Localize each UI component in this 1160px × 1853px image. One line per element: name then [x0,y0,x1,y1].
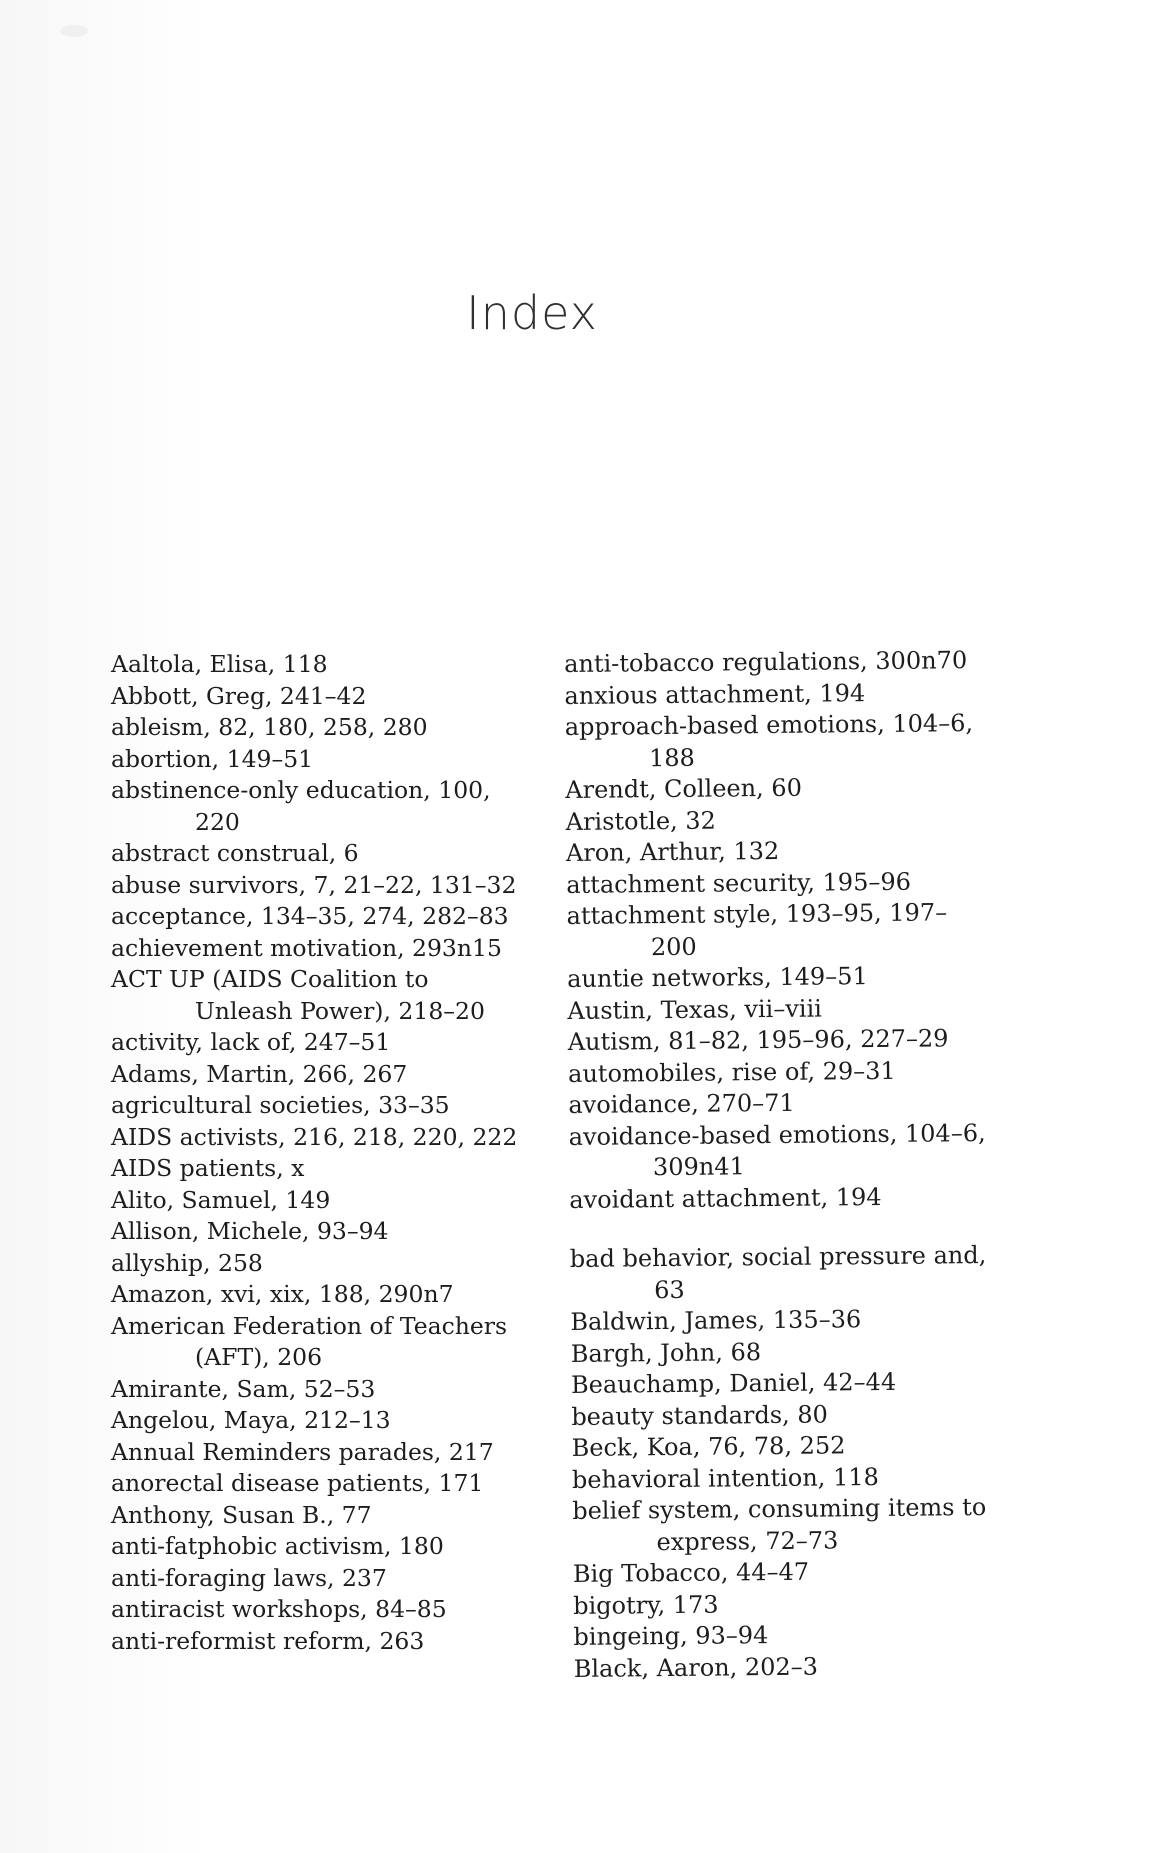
index-entry: auntie networks, 149–51 [567,962,868,993]
index-entry: Austin, Texas, vii–viii [567,994,822,1025]
index-entry: anxious attachment, 194 [564,678,866,710]
index-entry: AIDS patients, x [111,1154,305,1182]
index-entry: avoidance-based emotions, 104–6, 309n41 [568,1118,986,1182]
index-entry: Beck, Koa, 76, 78, 252 [571,1431,846,1462]
index-entry: Bargh, John, 68 [570,1337,762,1368]
index-entry: Allison, Michele, 93–94 [111,1217,389,1245]
index-entry: Abbott, Greg, 241–42 [111,681,367,710]
index-entry: abstinence-only education, 100, 220 [111,776,491,836]
index-entry: Autism, 81–82, 195–96, 227–29 [567,1024,949,1056]
index-entry: anti-tobacco regulations, 300n70 [564,646,968,678]
index-entry: abstract construal, 6 [111,839,359,867]
index-entry: ableism, 82, 180, 258, 280 [111,713,428,741]
page-smudge [60,25,88,37]
index-entry: Angelou, Maya, 212–13 [111,1406,391,1434]
index-entry: avoidant attachment, 194 [569,1182,882,1214]
index-entry: attachment security, 195–96 [566,867,912,899]
index-column-left [111,649,531,1657]
index-entry: ACT UP (AIDS Coalition to Unleash Power), 218–20 [111,965,485,1025]
index-entry: activity, lack of, 247–51 [111,1028,391,1056]
index-entry: achievement motivation, 293n15 [111,933,502,962]
index-entry: Adams, Martin, 266, 267 [111,1059,408,1088]
index-entry: AIDS activists, 216, 218, 220, 222 [111,1122,518,1151]
index-entry: agricultural societies, 33–35 [111,1091,450,1119]
index-entry: attachment style, 193–95, 197–200 [566,898,948,961]
index-entry: antiracist workshops, 84–85 [111,1595,447,1623]
index-entry: approach-based emotions, 104–6, 188 [564,709,974,772]
index-entry: bad behavior, social pressure and, 63 [569,1240,987,1304]
index-entry: belief system, consuming items to express, 72–73 [572,1492,987,1556]
index-entry: anti-fatphobic activism, 180 [111,1532,444,1560]
index-entry: abuse survivors, 7, 21–22, 131–32 [111,870,517,899]
index-entry: Black, Aaron, 202–3 [573,1652,819,1683]
index-entry: behavioral intention, 118 [571,1462,879,1494]
index-entry: Baldwin, James, 135–36 [570,1305,862,1336]
section-gap [569,1212,989,1244]
index-entry: Alito, Samuel, 149 [111,1185,331,1214]
index-entry: anorectal disease patients, 171 [111,1469,484,1497]
index-entry: anti-foraging laws, 237 [111,1563,387,1592]
index-entry: Amazon, xvi, xix, 188, 290n7 [111,1280,454,1308]
index-entry: Amirante, Sam, 52–53 [111,1374,376,1403]
index-entry: Annual Reminders parades, 217 [111,1437,494,1466]
index-entry: American Federation of Teachers (AFT), 206 [111,1311,508,1371]
index-entry: Anthony, Susan B., 77 [111,1500,372,1529]
index-column-right [564,645,994,1685]
index-entry: allyship, 258 [111,1248,263,1277]
index-entry: anti-reformist reform, 263 [111,1626,425,1655]
index-entry: beauty standards, 80 [571,1400,829,1431]
index-entry: Beauchamp, Daniel, 42–44 [570,1367,897,1399]
index-entry: bingeing, 93–94 [573,1621,769,1651]
index-entry: Aristotle, 32 [565,806,717,836]
index-entry: Big Tobacco, 44–47 [572,1557,810,1588]
index-entry: Aaltola, Elisa, 118 [111,650,328,678]
index-entry: abortion, 149–51 [111,744,314,773]
page-title: Index [466,285,598,340]
index-entry: automobiles, rise of, 29–31 [567,1056,896,1088]
index-entry: bigotry, 173 [573,1590,719,1620]
index-entry: Aron, Arthur, 132 [565,836,780,867]
index-entry: avoidance, 270–71 [568,1088,795,1119]
index-entry: acceptance, 134–35, 274, 282–83 [111,902,509,930]
index-entry: Arendt, Colleen, 60 [565,773,803,804]
